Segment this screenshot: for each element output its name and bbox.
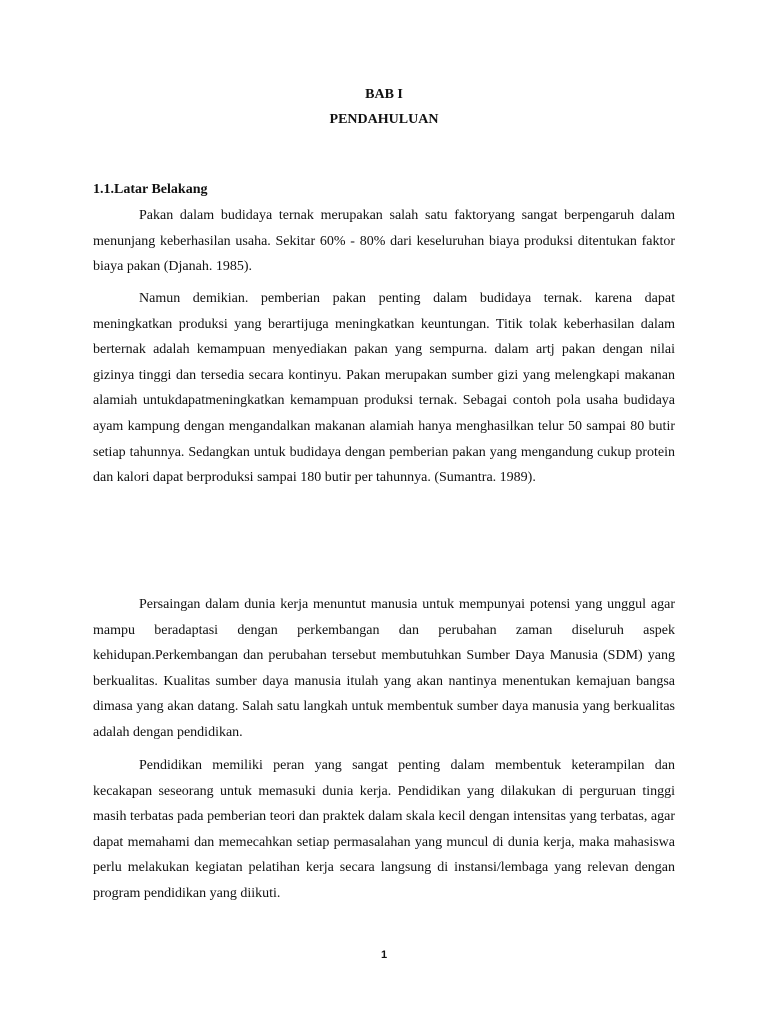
paragraph-2: Namun demikian. pemberian pakan penting dalam budidaya ternak. karena dapat meningkatkan produksi yang berartijuga meningkatkan keuntungan. Titik tolak keberhasilan dalam berternak adalah kemampuan menyediakan pakan yang sempurna. dalam artj pakan dengan nilai gizinya tinggi dan tersedia secara kontinyu. Pakan merupakan sumber gizi yang melengkapi makanan alamiah untukdapatmeningkatkan kemampuan produksi ternak. Sebagai contoh pola usaha budidaya ayam kampung dengan mengandalkan makanan alamiah hanya menghasilkan telur 50 sampai 80 butir setiap tahunnya. Sedangkan untuk budidaya dengan pemberian pakan yang mengandung cukup protein dan kalori dapat berproduksi sampai 180 butir per tahunnya. (Sumantra. 1989). [93,291,675,486]
paragraph-4: Pendidikan memiliki peran yang sangat penting dalam membentuk keterampilan dan kecakapan seseorang untuk memasuki dunia kerja. Pendidikan yang dilakukan di perguruan tinggi masih terbatas pada pemberian teori dan praktek dalam skala kecil dengan intensitas yang terbatas, agar dapat memahami dan memecahkan setiap permasalahan yang muncul di dunia kerja, maka mahasiswa perlu melakukan kegiatan pelatihan kerja secara langsung di instansi/lembaga yang relevan dengan program pendidikan yang diikuti. [93,758,675,901]
paragraph-1: Pakan dalam budidaya ternak merupakan salah satu faktoryang sangat berpengaruh dalam menunjang keberhasilan usaha. Sekitar 60% - 80% dari keseluruhan biaya produksi ditentukan faktor biaya pakan (Djanah. 1985). [93,208,675,275]
section-title: 1.1.Latar Belakang [93,182,208,197]
page-number: 1 [380,949,388,961]
chapter-title: PENDAHULUAN [329,112,439,127]
chapter-number: BAB I [365,87,403,102]
paragraph-3: Persaingan dalam dunia kerja menuntut manusia untuk mempunyai potensi yang unggul agar mampu beradaptasi dengan perkembangan dan perubahan zaman diseluruh aspek kehidupan.Perkembangan dan perubahan tersebut membutuhkan Sumber Daya Manusia (SDM) yang berkualitas. Kualitas sumber daya manusia itulah yang akan nantinya menentukan kemajuan bangsa dimasa yang akan datang. Salah satu langkah untuk membentuk sumber daya manusia yang berkualitas adalah dengan pendidikan. [93,597,675,740]
